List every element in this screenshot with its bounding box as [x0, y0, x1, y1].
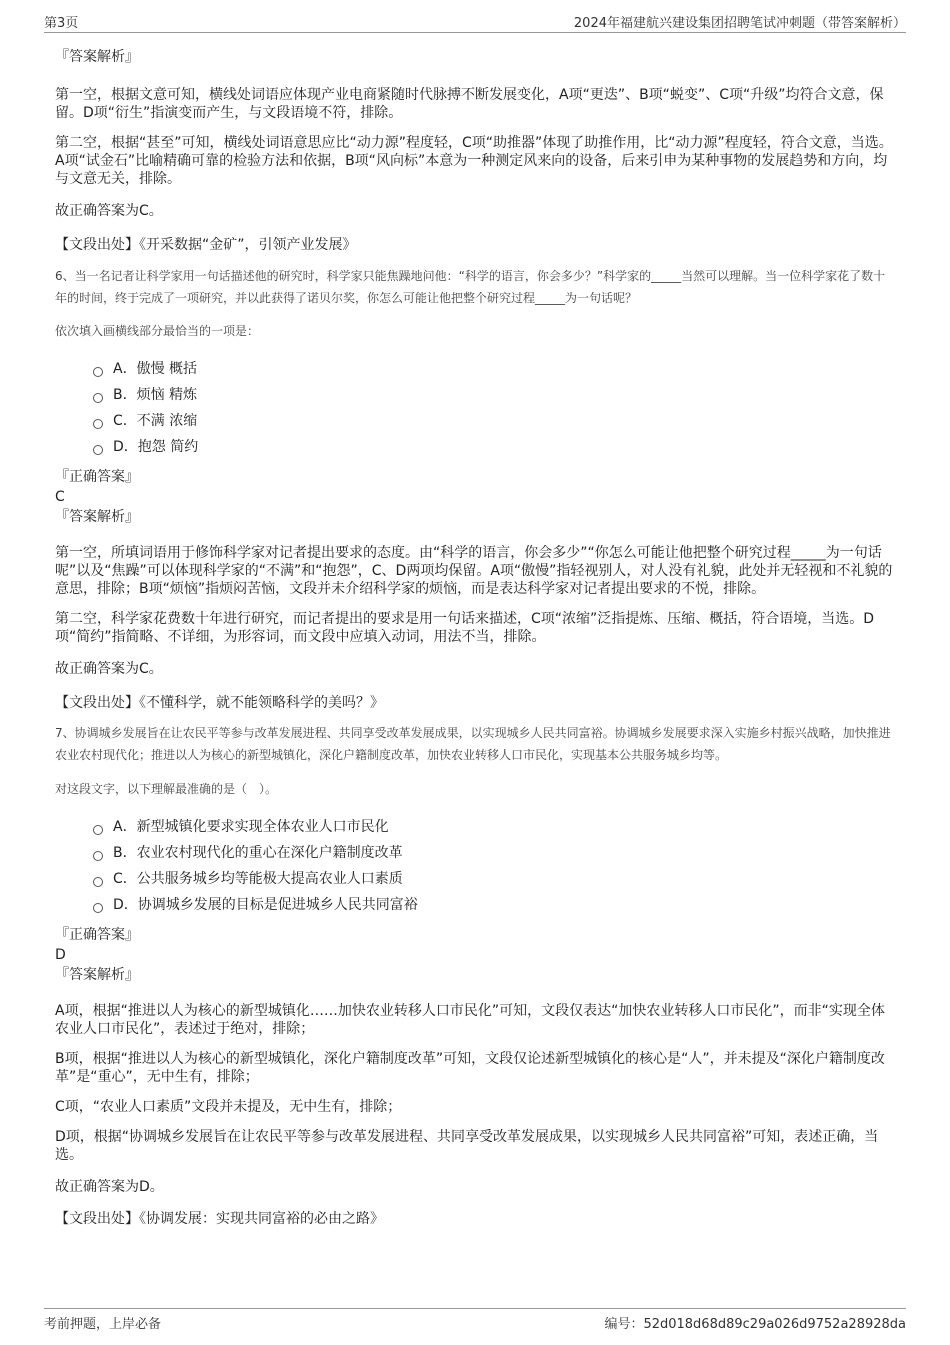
q5-conclusion: 故正确答案为C。: [55, 203, 163, 219]
radio-icon[interactable]: [93, 367, 103, 377]
document-id: 编号：52d018d68d89c29a026d9752a28928da: [604, 1317, 906, 1332]
option-label: D．抱怨 简约: [113, 439, 199, 455]
q6-source: 【文段出处】《不懂科学，就不能领略科学的美吗？》: [55, 695, 384, 711]
q6-option-a[interactable]: [93, 356, 895, 382]
radio-icon[interactable]: [93, 445, 103, 455]
q6-question: 6、当一名记者让科学家用一句话描述他的研究时，科学家只能焦躁地问他：“科学的语言，你会多少？”科学家的_____当然可以理解。当一位科学家花了数十年的时间，终于完成了一项研究，并以此获得了诺贝尔奖，你怎么可能让他把整个研究过程_____为一句话呢？: [55, 269, 886, 305]
radio-icon[interactable]: [93, 419, 103, 429]
option-label: D．协调城乡发展的目标是促进城乡人民共同富裕: [113, 897, 418, 913]
q7-answer-label: 『正确答案』: [55, 927, 139, 943]
q6-answer-label: 『正确答案』: [55, 469, 139, 485]
q7-analysis-d: D项，根据“协调城乡发展旨在让农民平等参与改革发展进程、共同享受改革发展成果，以实现城乡人民共同富裕”可知，表述正确，当选。: [55, 1129, 879, 1163]
q7-analysis-a: A项，根据“推进以人为核心的新型城镇化……加快农业转移人口市民化”可知，文段仅表达“加快农业转移人口市民化”，而非“实现全体农业人口市民化”，表述过于绝对，排除；: [55, 1003, 885, 1037]
q5-analysis-p1: 第一空，根据文意可知，横线处词语应体现产业电商紧随时代脉搏不断发展变化，A项“更迭”、B项“蜕变”、C项“升级”均符合文意，保留。D项“衍生”指演变而产生，与文段语境不符，排除。: [55, 87, 884, 121]
q6-answer: C: [55, 489, 65, 505]
document-title: 2024年福建航兴建设集团招聘笔试冲刺题（带答案解析）: [573, 16, 906, 31]
footer-slogan: 考前押题，上岸必备: [44, 1317, 162, 1332]
q7-question: 7、协调城乡发展旨在让农民平等参与改革发展进程、共同享受改革发展成果，以实现城乡人民共同富裕。协调城乡发展要求深入实施乡村振兴战略，加快推进农业农村现代化；推进以人为核心的新型城镇化，深化户籍制度改革，加快农业转移人口市民化，实现基本公共服务城乡均等。: [55, 726, 891, 762]
radio-icon[interactable]: [93, 877, 103, 887]
q7-options: [93, 814, 895, 918]
radio-icon[interactable]: [93, 393, 103, 403]
q6-option-b[interactable]: [93, 382, 895, 408]
q6-analysis-p2: 第二空，科学家花费数十年进行研究，而记者提出的要求是用一句话来描述，C项“浓缩”泛指提炼、压缩、概括，符合语境，当选。D项“简约”指简略、不详细，为形容词，而文段中应填入动词，用法不当，排除。: [55, 611, 875, 645]
radio-icon[interactable]: [93, 903, 103, 913]
q6-option-d[interactable]: [93, 434, 895, 460]
q7-option-c[interactable]: [93, 866, 895, 892]
q5-analysis-p2: 第二空，根据“甚至”可知，横线处词语意思应比“动力源”程度轻，C项“助推器”体现了助推作用，比“动力源”程度轻，符合文意，当选。A项“试金石”比喻精确可靠的检验方法和依据，B项“风向标”本意为一种测定风来向的设备，后来引申为某种事物的发展趋势和方向，均与文意无关，排除。: [55, 135, 893, 187]
option-label: C．公共服务城乡均等能极大提高农业人口素质: [113, 871, 403, 887]
q7-prompt: 对这段文字，以下理解最准确的是（ ）。: [55, 782, 278, 796]
q7-analysis-c: C项，“农业人口素质”文段并未提及，无中生有，排除；: [55, 1099, 402, 1115]
q6-conclusion: 故正确答案为C。: [55, 661, 163, 677]
page-content: [55, 42, 895, 1228]
q7-option-a[interactable]: [93, 814, 895, 840]
option-label: A．新型城镇化要求实现全体农业人口市民化: [113, 819, 389, 835]
q6-options: [93, 356, 895, 460]
radio-icon[interactable]: [93, 851, 103, 861]
q7-analysis-label: 『答案解析』: [55, 967, 139, 983]
q7-analysis-b: B项，根据“推进以人为核心的新型城镇化，深化户籍制度改革”可知，文段仅论述新型城镇化的核心是“人”，并未提及“深化户籍制度改革”是“重心”，无中生有，排除；: [55, 1051, 885, 1085]
q7-option-d[interactable]: [93, 892, 895, 918]
option-label: B．农业农村现代化的重心在深化户籍制度改革: [113, 845, 403, 861]
q6-analysis-p1: 第一空，所填词语用于修饰科学家对记者提出要求的态度。由“科学的语言，你会多少”“你怎么可能让他把整个研究过程_____为一句话呢”以及“焦躁”可以体现科学家的“不满”和“抱怨”，C、D两项均保留。A项“傲慢”指轻视别人，对人没有礼貌，此处并无轻视和不礼貌的意思，排除；B项“烦恼”指烦闷苦恼，文段并未介绍科学家的烦恼，而是表达科学家对记者提出要求的不悦，排除。: [55, 545, 893, 597]
option-label: B．烦恼 精炼: [113, 387, 198, 403]
q7-option-b[interactable]: [93, 840, 895, 866]
page-number: 第3页: [44, 16, 79, 31]
q5-source: 【文段出处】《开采数据“金矿”，引领产业发展》: [55, 237, 357, 253]
option-label: A．傲慢 概括: [113, 361, 198, 377]
page-footer: [44, 1308, 906, 1331]
page-header: [44, 8, 906, 33]
q6-option-c[interactable]: [93, 408, 895, 434]
radio-icon[interactable]: [93, 825, 103, 835]
q5-analysis-label: 『答案解析』: [55, 49, 139, 65]
q7-source: 【文段出处】《协调发展：实现共同富裕的必由之路》: [55, 1211, 384, 1227]
q6-analysis-label: 『答案解析』: [55, 509, 139, 525]
q7-answer: D: [55, 947, 66, 963]
q7-conclusion: 故正确答案为D。: [55, 1179, 164, 1195]
q6-prompt: 依次填入画横线部分最恰当的一项是：: [55, 324, 260, 338]
option-label: C．不满 浓缩: [113, 413, 198, 429]
